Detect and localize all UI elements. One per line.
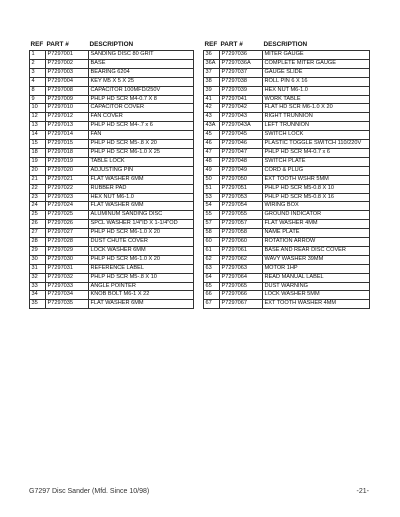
part-number-cell: P7297008: [46, 86, 89, 95]
description-cell: LOCK WASHER 6MM: [89, 246, 194, 255]
table-row: [204, 246, 370, 255]
table-row: [30, 95, 194, 104]
description-cell: LEFT TRUNNION: [263, 122, 370, 131]
description-cell: CAPACITOR COVER: [89, 104, 194, 113]
part-number-cell: P7297051: [220, 184, 263, 193]
part-number-cell: P7297023: [46, 193, 89, 202]
description-cell: PHLP HD SCR M5-.8 X 10: [89, 273, 194, 282]
description-cell: BEARING 6204: [89, 68, 194, 77]
ref-cell: 53: [204, 193, 220, 202]
table-row: [30, 113, 194, 122]
part-number-cell: P7297027: [46, 229, 89, 238]
part-number-cell: P7297026: [46, 220, 89, 229]
ref-cell: 67: [204, 300, 220, 309]
part-number-cell: P7297058: [220, 229, 263, 238]
description-cell: CORD & PLUG: [263, 166, 370, 175]
ref-cell: 58: [204, 229, 220, 238]
table-row: [204, 264, 370, 273]
ref-cell: 51: [204, 184, 220, 193]
part-number-cell: P7297024: [46, 202, 89, 211]
description-cell: REFERENCE LABEL: [89, 264, 194, 273]
part-number-cell: P7297042: [220, 104, 263, 113]
ref-cell: 64: [204, 273, 220, 282]
table-row: [30, 131, 194, 140]
table-row: [204, 220, 370, 229]
ref-cell: 4: [30, 77, 46, 86]
ref-cell: 24: [30, 202, 46, 211]
table-row: [204, 131, 370, 140]
part-number-cell: P7297047: [220, 148, 263, 157]
table-row: [30, 51, 194, 60]
part-number-cell: P7297065: [220, 282, 263, 291]
part-number-cell: P7297010: [46, 104, 89, 113]
part-number-cell: P7297037: [220, 68, 263, 77]
description-cell: FAN COVER: [89, 113, 194, 122]
table-row: [204, 238, 370, 247]
description-cell: PHLP HD SCR M5-.8 X 20: [89, 140, 194, 149]
table-row: [30, 148, 194, 157]
ref-cell: 25: [30, 211, 46, 220]
part-number-cell: P7297062: [220, 255, 263, 264]
ref-cell: 31: [30, 264, 46, 273]
table-row: [204, 300, 370, 309]
description-cell: LOCK WASHER 5MM: [263, 291, 370, 300]
part-number-cell: P7297013: [46, 122, 89, 131]
table-row: [30, 104, 194, 113]
ref-cell: 61: [204, 246, 220, 255]
part-number-cell: P7297060: [220, 238, 263, 247]
part-number-cell: P7297029: [46, 246, 89, 255]
table-row: [30, 211, 194, 220]
description-cell: PHLP HD SCR M6-1.0 X 20: [89, 229, 194, 238]
part-number-cell: P7297025: [46, 211, 89, 220]
description-cell: PLASTIC TOGGLE SWITCH 110/220V: [263, 140, 370, 149]
part-header: PART #: [46, 41, 69, 49]
part-number-cell: P7297028: [46, 238, 89, 247]
description-cell: FLAT WASHER 4MM: [263, 220, 370, 229]
table-row: [204, 282, 370, 291]
description-cell: DUST CHUTE COVER: [89, 238, 194, 247]
ref-cell: 38: [204, 77, 220, 86]
part-number-cell: P7297043A: [220, 122, 263, 131]
description-cell: READ MANUAL LABEL: [263, 273, 370, 282]
part-number-cell: P7297046: [220, 140, 263, 149]
ref-cell: 18: [30, 148, 46, 157]
description-cell: NAME PLATE: [263, 229, 370, 238]
ref-cell: 28: [30, 238, 46, 247]
description-cell: ANGLE POINTER: [89, 282, 194, 291]
part-number-cell: P7297001: [46, 51, 89, 60]
part-number-cell: P7297009: [46, 95, 89, 104]
footer-title: G7297 Disc Sander (Mfd. Since 10/98): [29, 488, 150, 495]
table-row: [30, 229, 194, 238]
description-cell: SANDING DISC 80 GRIT: [89, 51, 194, 60]
description-cell: FLAT HD SCR M6-1.0 X 20: [263, 104, 370, 113]
description-cell: WAVY WASHER 39MM: [263, 255, 370, 264]
part-number-cell: P7297066: [220, 291, 263, 300]
table-row: [30, 264, 194, 273]
table-row: [30, 122, 194, 131]
ref-cell: 27: [30, 229, 46, 238]
ref-cell: 19: [30, 157, 46, 166]
table-row: [204, 140, 370, 149]
description-cell: PHLP HD SCR M4-.7 x 6: [89, 122, 194, 131]
ref-cell: 14: [30, 131, 46, 140]
description-cell: CAPACITOR 100MFD/250V: [89, 86, 194, 95]
ref-cell: 26: [30, 220, 46, 229]
parts-table-left: [29, 40, 194, 309]
ref-cell: 12: [30, 113, 46, 122]
part-number-cell: P7297018: [46, 148, 89, 157]
description-cell: PHLP HD SCR M5-0.8 X 16: [263, 193, 370, 202]
description-cell: ROLL PIN 6 X 16: [263, 77, 370, 86]
part-number-cell: P7297032: [46, 273, 89, 282]
table-row: [204, 166, 370, 175]
ref-cell: 62: [204, 255, 220, 264]
ref-cell: 45: [204, 131, 220, 140]
part-number-cell: P7297041: [220, 95, 263, 104]
ref-cell: 1: [30, 51, 46, 60]
ref-cell: 41: [204, 95, 220, 104]
ref-cell: 9: [30, 95, 46, 104]
ref-cell: 3: [30, 68, 46, 77]
ref-cell: 30: [30, 255, 46, 264]
description-cell: TABLE LOCK: [89, 157, 194, 166]
table-row: [30, 175, 194, 184]
description-cell: EXT TOOTH WASHER 4MM: [263, 300, 370, 309]
description-cell: SPCL WASHER 1/4"ID X 1-1/4"OD: [89, 220, 194, 229]
description-cell: GAUGE SLIDE: [263, 68, 370, 77]
part-number-cell: P7297036A: [220, 59, 263, 68]
part-number-cell: P7297004: [46, 77, 89, 86]
ref-cell: 47: [204, 148, 220, 157]
part-number-cell: P7297021: [46, 175, 89, 184]
table-row: [204, 202, 370, 211]
ref-header: REF: [30, 41, 44, 49]
description-cell: ROTATION ARROW: [263, 238, 370, 247]
description-cell: HEX NUT M6-1.0: [263, 86, 370, 95]
description-cell: RUBBER PAD: [89, 184, 194, 193]
table-row: [204, 255, 370, 264]
part-number-cell: P7297002: [46, 59, 89, 68]
part-number-cell: P7297063: [220, 264, 263, 273]
description-cell: FLAT WASHER 6MM: [89, 175, 194, 184]
ref-cell: 65: [204, 282, 220, 291]
description-cell: RIGHT TRUNNION: [263, 113, 370, 122]
table-row: [30, 77, 194, 86]
part-number-cell: P7297022: [46, 184, 89, 193]
description-cell: PHLP HD SCR M4-0.7 x 6: [263, 148, 370, 157]
part-number-cell: P7297054: [220, 202, 263, 211]
part-number-cell: P7297034: [46, 291, 89, 300]
table-row: [204, 95, 370, 104]
table-row: [30, 273, 194, 282]
part-number-cell: P7297039: [220, 86, 263, 95]
description-cell: FAN: [89, 131, 194, 140]
ref-cell: 49: [204, 166, 220, 175]
table-row: [30, 166, 194, 175]
description-cell: WIRING BOX: [263, 202, 370, 211]
part-number-cell: P7297031: [46, 264, 89, 273]
ref-header: REF: [204, 41, 218, 49]
part-number-cell: P7297053: [220, 193, 263, 202]
table-row: [30, 59, 194, 68]
table-row: [30, 193, 194, 202]
ref-cell: 2: [30, 59, 46, 68]
table-row: [204, 113, 370, 122]
description-cell: MOTOR 1HP: [263, 264, 370, 273]
table-row: [30, 238, 194, 247]
description-cell: KNOB BOLT M6-1 X 22: [89, 291, 194, 300]
table-row: [30, 220, 194, 229]
description-cell: GROUND INDICATOR: [263, 211, 370, 220]
table-row: [30, 282, 194, 291]
ref-cell: 60: [204, 238, 220, 247]
description-cell: SWITCH PLATE: [263, 157, 370, 166]
description-cell: MITER GAUGE: [263, 51, 370, 60]
part-number-cell: P7297045: [220, 131, 263, 140]
table-header-row: [204, 40, 370, 51]
ref-cell: 39: [204, 86, 220, 95]
ref-cell: 34: [30, 291, 46, 300]
ref-cell: 37: [204, 68, 220, 77]
part-number-cell: P7297067: [220, 300, 263, 309]
ref-cell: 10: [30, 104, 46, 113]
part-number-cell: P7297057: [220, 220, 263, 229]
table-row: [204, 59, 370, 68]
table-row: [204, 51, 370, 60]
description-cell: WORK TABLE: [263, 95, 370, 104]
part-number-cell: P7297036: [220, 51, 263, 60]
ref-cell: 63: [204, 264, 220, 273]
description-header: DESCRIPTION: [89, 41, 134, 49]
table-row: [204, 184, 370, 193]
table-row: [204, 122, 370, 131]
table-row: [204, 77, 370, 86]
table-row: [204, 175, 370, 184]
part-header: PART #: [220, 41, 243, 49]
ref-cell: 21: [30, 175, 46, 184]
part-number-cell: P7297033: [46, 282, 89, 291]
description-cell: PHLP HD SCR M4-0.7 X 8: [89, 95, 194, 104]
ref-cell: 15: [30, 140, 46, 149]
description-cell: EXT TOOTH WSHR 5MM: [263, 175, 370, 184]
part-number-cell: P7297050: [220, 175, 263, 184]
part-number-cell: P7297003: [46, 68, 89, 77]
table-row: [30, 184, 194, 193]
description-cell: SWITCH LOCK: [263, 131, 370, 140]
description-cell: PHLP HD SCR M6-1.0 X 20: [89, 255, 194, 264]
ref-cell: 29: [30, 246, 46, 255]
table-row: [30, 68, 194, 77]
ref-cell: 50: [204, 175, 220, 184]
table-row: [30, 86, 194, 95]
ref-cell: 57: [204, 220, 220, 229]
description-cell: PHLP HD SCR M5-0.8 X 10: [263, 184, 370, 193]
page-number: -21-: [356, 488, 369, 495]
table-row: [204, 193, 370, 202]
ref-cell: 8: [30, 86, 46, 95]
part-number-cell: P7297030: [46, 255, 89, 264]
part-number-cell: P7297020: [46, 166, 89, 175]
part-number-cell: P7297012: [46, 113, 89, 122]
ref-cell: 66: [204, 291, 220, 300]
part-number-cell: P7297064: [220, 273, 263, 282]
table-row: [204, 68, 370, 77]
description-cell: COMPLETE MITER GAUGE: [263, 59, 370, 68]
table-row: [204, 291, 370, 300]
ref-cell: 22: [30, 184, 46, 193]
part-number-cell: P7297048: [220, 157, 263, 166]
ref-cell: 55: [204, 211, 220, 220]
ref-cell: 20: [30, 166, 46, 175]
part-number-cell: P7297049: [220, 166, 263, 175]
description-cell: ADJUSTING PIN: [89, 166, 194, 175]
table-header-row: [30, 40, 194, 51]
table-row: [204, 148, 370, 157]
ref-cell: 42: [204, 104, 220, 113]
ref-cell: 35: [30, 300, 46, 309]
description-cell: PHLP HD SCR M6-1.0 X 25: [89, 148, 194, 157]
ref-cell: 36A: [204, 59, 220, 68]
description-cell: BASE AND REAR DISC COVER: [263, 246, 370, 255]
table-row: [30, 291, 194, 300]
part-number-cell: P7297015: [46, 140, 89, 149]
ref-cell: 46: [204, 140, 220, 149]
ref-cell: 43A: [204, 122, 220, 131]
part-number-cell: P7297055: [220, 211, 263, 220]
ref-cell: 23: [30, 193, 46, 202]
table-row: [30, 157, 194, 166]
ref-cell: 32: [30, 273, 46, 282]
table-row: [204, 229, 370, 238]
table-row: [30, 140, 194, 149]
description-cell: FLAT WASHER 6MM: [89, 300, 194, 309]
parts-table-right: [203, 40, 370, 309]
description-header: DESCRIPTION: [263, 41, 308, 49]
table-row: [204, 157, 370, 166]
table-row: [30, 246, 194, 255]
description-cell: HEX NUT M6-1.0: [89, 193, 194, 202]
part-number-cell: P7297061: [220, 246, 263, 255]
ref-cell: 33: [30, 282, 46, 291]
table-row: [204, 273, 370, 282]
part-number-cell: P7297014: [46, 131, 89, 140]
table-row: [204, 211, 370, 220]
table-row: [204, 86, 370, 95]
table-row: [30, 300, 194, 309]
part-number-cell: P7297043: [220, 113, 263, 122]
ref-cell: 36: [204, 51, 220, 60]
table-row: [204, 104, 370, 113]
ref-cell: 43: [204, 113, 220, 122]
table-row: [30, 202, 194, 211]
description-cell: FLAT WASHER 6MM: [89, 202, 194, 211]
part-number-cell: P7297019: [46, 157, 89, 166]
part-number-cell: P7297038: [220, 77, 263, 86]
ref-cell: 54: [204, 202, 220, 211]
ref-cell: 48: [204, 157, 220, 166]
description-cell: ALUMINUM SANDING DISC: [89, 211, 194, 220]
description-cell: DUST WARNING: [263, 282, 370, 291]
description-cell: BASE: [89, 59, 194, 68]
part-number-cell: P7297035: [46, 300, 89, 309]
table-row: [30, 255, 194, 264]
description-cell: KEY M5 X 5 X 25: [89, 77, 194, 86]
ref-cell: 13: [30, 122, 46, 131]
